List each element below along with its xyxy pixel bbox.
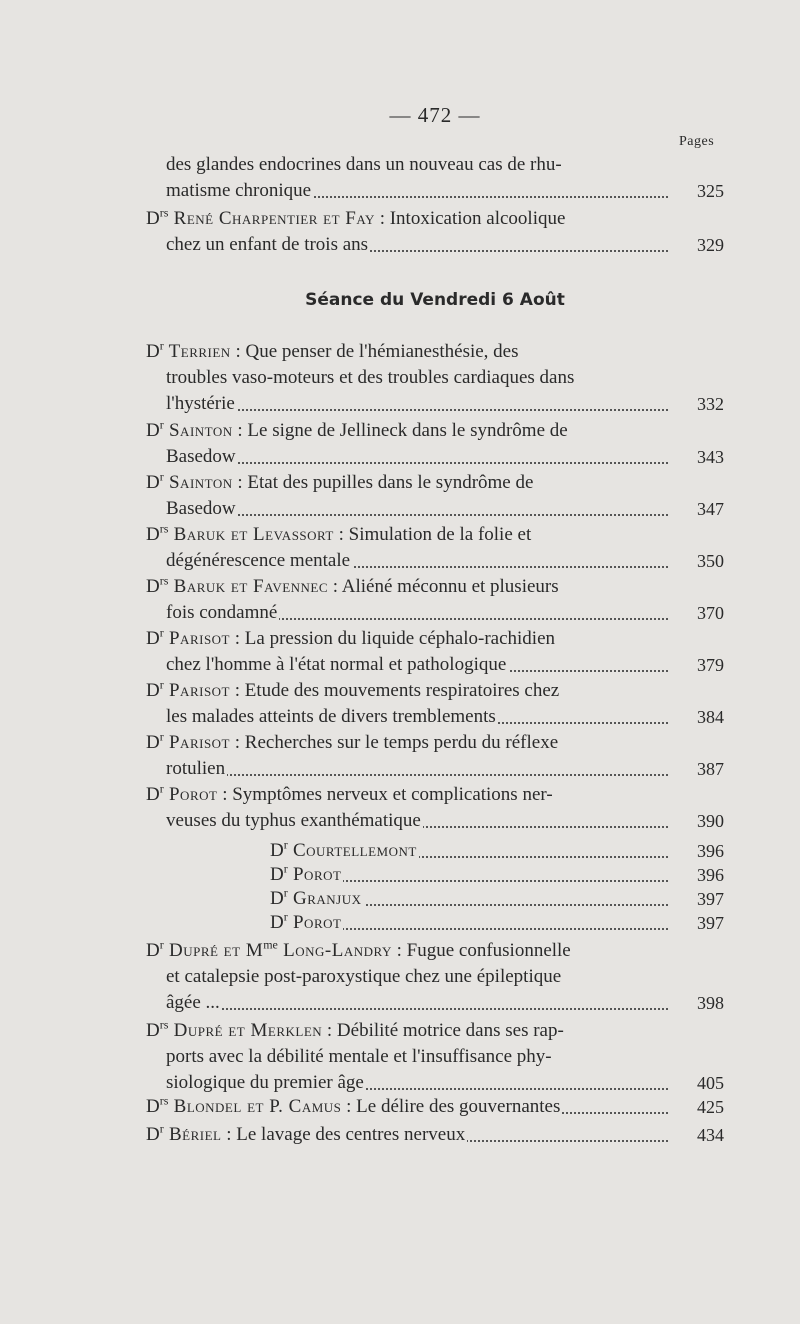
entry-text: : Fugue confusionnelle <box>391 940 571 961</box>
title-prefix: D <box>270 864 284 885</box>
toc-line <box>146 1018 672 1044</box>
author-names: Long-Landry <box>277 940 392 961</box>
title-superscript: r <box>159 1122 164 1136</box>
title-superscript: r <box>159 938 164 952</box>
page-reference: 370 <box>697 603 724 623</box>
title-superscript: r <box>159 678 164 692</box>
toc-line <box>166 548 668 574</box>
entry-text: : Etat des pupilles dans le syndrôme de <box>232 472 534 493</box>
author-names: Courtellemont <box>287 840 417 861</box>
title-prefix: D <box>270 840 284 861</box>
entry-text: âgée ... <box>166 992 220 1013</box>
title-superscript: r <box>159 626 164 640</box>
author-names: Porot <box>287 864 342 885</box>
title-superscript: rs <box>159 1094 169 1108</box>
page-reference: 347 <box>697 499 724 519</box>
entry-text: : Intoxication alcoolique <box>374 208 566 229</box>
title-superscript: r <box>283 838 288 852</box>
page-reference: 405 <box>697 1073 724 1093</box>
entry-text: : Symptômes nerveux et complications ner- <box>217 784 553 805</box>
entry-text: : Le signe de Jellineck dans le syndrôme de <box>232 420 568 441</box>
page-reference: 434 <box>697 1125 724 1145</box>
entry-text: : Recherches sur le temps perdu du réflexe <box>230 732 559 753</box>
page-number: — 472 — <box>389 103 481 127</box>
page-reference: 325 <box>697 181 724 201</box>
toc-line <box>166 964 672 990</box>
title-superscript: rs <box>159 574 169 588</box>
toc-line <box>270 910 668 936</box>
title-prefix: D <box>146 420 160 441</box>
toc-line <box>146 782 672 808</box>
author-names: Dupré et Merklen <box>168 1020 323 1041</box>
title-prefix: D <box>146 341 160 362</box>
title-superscript: r <box>283 862 288 876</box>
title-prefix: D <box>146 1124 160 1145</box>
toc-line <box>166 391 668 417</box>
section-title: Séance du Vendredi 6 Août <box>305 290 565 310</box>
author-names: Dupré et M <box>163 940 264 961</box>
entry-text: matisme chronique <box>166 180 312 201</box>
toc-line <box>166 152 672 178</box>
title-superscript: r <box>159 470 164 484</box>
entry-text: siologique du premier âge <box>166 1072 364 1093</box>
toc-line <box>166 704 668 730</box>
author-names: Sainton <box>163 472 233 493</box>
title-superscript: rs <box>159 206 169 220</box>
toc-line <box>166 178 668 204</box>
toc-line <box>166 365 672 391</box>
title-superscript: rs <box>159 1018 169 1032</box>
title-prefix: D <box>146 1020 160 1041</box>
pages-column-label: Pages <box>679 134 715 149</box>
author-names: Porot <box>163 784 218 805</box>
entry-text: : Simulation de la folie et <box>333 524 532 545</box>
entry-text: chez un enfant de trois ans <box>166 234 369 255</box>
author-names: Blondel et P. Camus <box>168 1096 342 1117</box>
entry-text: : La pression du liquide céphalo-rachidien <box>230 628 556 649</box>
dot-leader <box>166 409 668 411</box>
title-prefix: D <box>270 888 284 909</box>
entry-text: et catalepsie post-paroxystique chez une épileptique <box>166 966 562 987</box>
toc-line <box>270 862 668 888</box>
dot-leader <box>166 774 668 776</box>
toc-line <box>146 938 672 964</box>
entry-text: les malades atteints de divers tremblements <box>166 706 496 727</box>
toc-line <box>146 522 672 548</box>
title-superscript: me <box>263 938 278 952</box>
entry-text: fois condamné <box>166 602 278 623</box>
page-reference: 387 <box>697 759 724 779</box>
page-reference: 390 <box>697 811 724 831</box>
entry-text: des glandes endocrines dans un nouveau cas de rhu- <box>166 154 562 175</box>
entry-text: chez l'homme à l'état normal et pathologique <box>166 654 507 675</box>
toc-line <box>146 574 672 600</box>
entry-text: Basedow <box>166 446 236 467</box>
title-prefix: D <box>146 680 160 701</box>
title-prefix: D <box>270 912 284 933</box>
title-prefix: D <box>146 784 160 805</box>
author-names: Baruk et Levassort <box>168 524 334 545</box>
title-prefix: D <box>146 524 160 545</box>
entry-text: troubles vaso-moteurs et des troubles cardiaques dans <box>166 367 575 388</box>
title-prefix: D <box>146 732 160 753</box>
author-names: Terrien <box>163 341 231 362</box>
author-names: Granjux <box>287 888 362 909</box>
title-prefix: D <box>146 628 160 649</box>
toc-line <box>146 470 672 496</box>
toc-line <box>166 652 668 678</box>
page-reference: 398 <box>697 993 724 1013</box>
author-names: Baruk et Favennec <box>168 576 329 597</box>
toc-line <box>166 232 668 258</box>
toc-line <box>166 808 668 834</box>
page-reference: 329 <box>697 235 724 255</box>
toc-line <box>166 444 668 470</box>
entry-text: l'hystérie <box>166 393 235 414</box>
page-reference: 384 <box>697 707 724 727</box>
entry-text: : Que penser de l'hémianesthésie, des <box>230 341 519 362</box>
title-prefix: D <box>146 1096 160 1117</box>
title-superscript: r <box>159 782 164 796</box>
dot-leader <box>166 514 668 516</box>
entry-text: ports avec la débilité mentale et l'insuffisance phy- <box>166 1046 552 1067</box>
author-names: Parisot <box>163 628 230 649</box>
title-superscript: rs <box>159 522 169 536</box>
page-reference: 425 <box>697 1097 724 1117</box>
author-names: Bériel <box>163 1124 222 1145</box>
title-superscript: r <box>283 886 288 900</box>
toc-line <box>146 1122 668 1148</box>
page-reference: 396 <box>697 841 724 861</box>
author-names: Parisot <box>163 732 230 753</box>
entry-text: : Débilité motrice dans ses rap- <box>322 1020 564 1041</box>
author-names: Porot <box>287 912 342 933</box>
toc-line <box>166 1044 672 1070</box>
title-prefix: D <box>146 472 160 493</box>
dot-leader <box>166 462 668 464</box>
dot-leader <box>166 1008 668 1010</box>
page-reference: 343 <box>697 447 724 467</box>
page-reference: 350 <box>697 551 724 571</box>
toc-line <box>146 339 672 365</box>
entry-text: veuses du typhus exanthématique <box>166 810 421 831</box>
toc-line <box>166 1070 668 1096</box>
toc-line <box>166 990 668 1016</box>
entry-text: dégénérescence mentale <box>166 550 351 571</box>
page-reference: 379 <box>697 655 724 675</box>
title-superscript: r <box>159 418 164 432</box>
page-reference: 397 <box>697 913 724 933</box>
title-superscript: r <box>159 339 164 353</box>
toc-line <box>146 206 672 232</box>
title-prefix: D <box>146 208 160 229</box>
title-prefix: D <box>146 940 160 961</box>
toc-line <box>166 600 668 626</box>
entry-text: : Aliéné méconnu et plusieurs <box>328 576 559 597</box>
author-names: Parisot <box>163 680 230 701</box>
toc-line <box>270 886 668 912</box>
toc-line <box>146 626 672 652</box>
entry-text: : Etude des mouvements respiratoires chez <box>230 680 560 701</box>
toc-line <box>166 756 668 782</box>
toc-line <box>270 838 668 864</box>
author-names: René Charpentier et Fay <box>168 208 375 229</box>
entry-text: Basedow <box>166 498 236 519</box>
page-reference: 396 <box>697 865 724 885</box>
title-superscript: r <box>159 730 164 744</box>
toc-line <box>166 496 668 522</box>
page-reference: 332 <box>697 394 724 414</box>
author-names: Sainton <box>163 420 233 441</box>
toc-line <box>146 1094 668 1120</box>
page-reference: 397 <box>697 889 724 909</box>
entry-text: : Le lavage des centres nerveux <box>221 1124 466 1145</box>
entry-text: rotulien <box>166 758 226 779</box>
toc-line <box>146 418 672 444</box>
title-prefix: D <box>146 576 160 597</box>
toc-line <box>146 678 672 704</box>
title-superscript: r <box>283 910 288 924</box>
toc-line <box>146 730 672 756</box>
entry-text: : Le délire des gouvernantes <box>341 1096 561 1117</box>
